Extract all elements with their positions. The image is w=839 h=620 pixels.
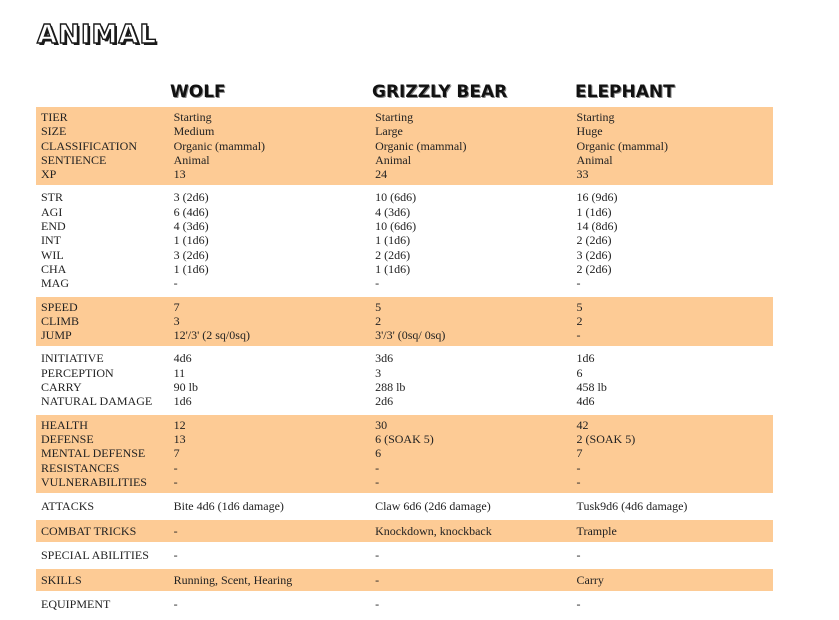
stat-label-defense: DEFENSE — [41, 431, 94, 446]
stat-value-wil: 3 (2d6) — [576, 247, 612, 262]
stat-value-carry: 458 lb — [576, 380, 607, 395]
stat-value-classification: Organic (mammal) — [173, 138, 266, 153]
stat-value-str: 16 (9d6) — [576, 190, 618, 205]
value-cell-elephant — [577, 593, 773, 616]
stat-value-equipment: - — [173, 597, 178, 612]
column-header-grizzly-bear: GRIZZLY BEAR — [372, 82, 508, 102]
stat-value-climb: 2 — [576, 313, 583, 328]
stat-value-tier: Starting — [576, 110, 615, 124]
stat-label-speed: SPEED — [41, 299, 78, 314]
value-cell-grizzly-bear — [375, 107, 576, 185]
stat-value-defense: 2 (SOAK 5) — [576, 431, 636, 446]
stat-label-sentience: SENTIENCE — [41, 152, 107, 167]
value-cell-grizzly-bear — [375, 495, 576, 518]
value-cell-wolf — [174, 520, 375, 543]
stat-block-initiative — [36, 348, 773, 412]
stat-value-sentience: Animal — [576, 152, 613, 167]
stat-label-climb: CLIMB — [41, 313, 80, 328]
stat-value-combat-tricks: - — [173, 523, 178, 538]
stat-block-str — [36, 187, 773, 294]
stat-value-initiative: 3d6 — [375, 351, 394, 366]
stat-value-speed: 5 — [375, 299, 382, 314]
stat-value-xp: 13 — [173, 167, 186, 182]
stat-label-combat-tricks: COMBAT TRICKS — [41, 523, 137, 538]
stat-value-jump: 12'/3' (2 sq/0sq) — [173, 328, 250, 343]
stat-label-health: HEALTH — [41, 417, 88, 432]
value-cell-elephant — [577, 348, 773, 412]
stat-value-climb: 2 — [375, 313, 382, 328]
stat-value-equipment: - — [576, 597, 581, 612]
value-cell-grizzly-bear — [375, 415, 576, 493]
stat-value-sentience: Animal — [173, 152, 210, 167]
column-header-elephant: ELEPHANT — [575, 82, 675, 102]
stat-value-str: 3 (2d6) — [173, 190, 209, 205]
stat-block-tier — [36, 107, 773, 185]
stat-value-end: 10 (6d6) — [375, 219, 417, 234]
stat-label-mental-defense: MENTAL DEFENSE — [41, 446, 146, 461]
stat-label-cha: CHA — [41, 261, 67, 276]
stat-block-special-abilities — [36, 544, 773, 567]
stat-value-carry: 90 lb — [173, 380, 198, 395]
stat-value-combat-tricks: Knockdown, knockback — [375, 523, 492, 538]
stat-value-climb: 3 — [173, 313, 180, 328]
stat-value-int: 1 (1d6) — [173, 233, 209, 248]
stat-value-combat-tricks: Trample — [576, 523, 617, 538]
stat-value-cha: 1 (1d6) — [375, 261, 411, 276]
stat-value-equipment: - — [375, 597, 380, 612]
value-cell-grizzly-bear — [375, 297, 576, 347]
stat-value-defense: 13 — [173, 431, 186, 446]
stat-value-speed: 7 — [173, 299, 180, 314]
stat-value-size: Large — [375, 124, 403, 139]
stat-value-str: 10 (6d6) — [375, 190, 417, 205]
stat-value-agi: 1 (1d6) — [576, 204, 612, 219]
stat-label-classification: CLASSIFICATION — [41, 138, 138, 153]
stat-value-special-abilities: - — [173, 548, 178, 563]
value-cell-grizzly-bear — [375, 348, 576, 412]
stat-value-skills: - — [375, 572, 380, 587]
stat-label-end: END — [41, 219, 66, 234]
stat-value-size: Medium — [173, 124, 215, 139]
stat-value-natural-damage: 1d6 — [173, 394, 192, 409]
label-cell — [36, 569, 174, 592]
stat-label-mag: MAG — [41, 276, 70, 291]
stat-label-special-abilities: SPECIAL ABILITIES — [41, 548, 149, 563]
stat-label-str: STR — [41, 190, 64, 205]
stat-value-mag: - — [576, 276, 581, 291]
value-cell-wolf — [174, 187, 375, 294]
stat-label-carry: CARRY — [41, 380, 82, 395]
stat-value-defense: 6 (SOAK 5) — [375, 431, 434, 446]
stat-label-resistances: RESISTANCES — [41, 460, 120, 475]
stat-value-resistances: - — [173, 460, 178, 475]
label-cell — [36, 348, 174, 412]
stat-value-health: 12 — [173, 417, 186, 432]
value-cell-wolf — [174, 415, 375, 493]
stat-block-equipment — [36, 593, 773, 616]
stat-value-vulnerabilities: - — [375, 474, 380, 489]
stat-label-xp: XP — [41, 167, 57, 182]
page-title: ANIMAL — [37, 20, 158, 50]
stat-value-resistances: - — [375, 460, 380, 475]
stat-value-end: 14 (8d6) — [576, 219, 618, 234]
value-cell-grizzly-bear — [375, 593, 576, 616]
value-cell-grizzly-bear — [375, 520, 576, 543]
stat-value-classification: Organic (mammal) — [576, 138, 668, 153]
label-cell — [36, 297, 174, 347]
value-cell-elephant — [577, 297, 773, 347]
stat-value-perception: 6 — [576, 365, 583, 380]
value-cell-wolf — [174, 495, 375, 518]
stat-value-classification: Organic (mammal) — [375, 138, 467, 153]
stat-value-agi: 4 (3d6) — [375, 204, 411, 219]
stat-value-wil: 2 (2d6) — [375, 247, 411, 262]
stat-block-speed — [36, 297, 773, 347]
value-cell-elephant — [577, 495, 773, 518]
stat-value-initiative: 1d6 — [576, 351, 595, 366]
stat-value-tier: Starting — [375, 110, 414, 124]
stat-label-wil: WIL — [41, 247, 64, 262]
stat-value-mental-defense: 7 — [173, 446, 180, 461]
value-cell-elephant — [577, 415, 773, 493]
stat-value-skills: Running, Scent, Hearing — [173, 572, 293, 587]
stat-value-special-abilities: - — [375, 548, 380, 563]
value-cell-grizzly-bear — [375, 569, 576, 592]
value-cell-elephant — [577, 544, 773, 567]
stat-label-equipment: EQUIPMENT — [41, 597, 111, 612]
value-cell-elephant — [577, 187, 773, 294]
stat-value-speed: 5 — [576, 299, 583, 314]
stat-label-vulnerabilities: VULNERABILITIES — [41, 474, 147, 489]
stat-value-int: 2 (2d6) — [576, 233, 612, 248]
stat-label-skills: SKILLS — [41, 572, 82, 587]
stat-label-natural-damage: NATURAL DAMAGE — [41, 394, 153, 409]
stat-value-vulnerabilities: - — [576, 474, 581, 489]
value-cell-wolf — [174, 107, 375, 185]
stat-value-health: 42 — [576, 417, 589, 432]
stat-table — [36, 107, 773, 616]
stat-value-perception: 3 — [375, 365, 382, 380]
stat-value-skills: Carry — [576, 572, 604, 587]
stat-value-initiative: 4d6 — [173, 351, 192, 366]
value-cell-grizzly-bear — [375, 187, 576, 294]
value-cell-elephant — [577, 520, 773, 543]
stat-value-mental-defense: 7 — [576, 446, 583, 461]
value-cell-elephant — [577, 107, 773, 185]
stat-label-attacks: ATTACKS — [41, 499, 95, 514]
stat-value-tier: Starting — [173, 110, 212, 124]
stat-value-perception: 11 — [173, 365, 186, 380]
stat-value-sentience: Animal — [375, 152, 412, 167]
stat-value-xp: 33 — [576, 167, 589, 182]
stat-value-end: 4 (3d6) — [173, 219, 209, 234]
stat-label-tier: TIER — [41, 110, 68, 124]
stat-value-agi: 6 (4d6) — [173, 204, 209, 219]
label-cell — [36, 187, 174, 294]
stat-block-skills — [36, 569, 773, 592]
stat-value-natural-damage: 2d6 — [375, 394, 394, 409]
label-cell — [36, 415, 174, 493]
value-cell-wolf — [174, 569, 375, 592]
label-cell — [36, 593, 174, 616]
stat-value-wil: 3 (2d6) — [173, 247, 209, 262]
stat-value-carry: 288 lb — [375, 380, 406, 395]
stat-label-agi: AGI — [41, 204, 63, 219]
stat-value-cha: 2 (2d6) — [576, 261, 612, 276]
stat-label-initiative: INITIATIVE — [41, 351, 104, 366]
stat-value-cha: 1 (1d6) — [173, 261, 209, 276]
stat-block-health — [36, 415, 773, 493]
stat-value-size: Huge — [576, 124, 603, 139]
stat-value-attacks: Bite 4d6 (1d6 damage) — [173, 499, 284, 514]
stat-label-jump: JUMP — [41, 328, 72, 343]
value-cell-wolf — [174, 544, 375, 567]
value-cell-grizzly-bear — [375, 544, 576, 567]
stat-block-combat-tricks — [36, 520, 773, 543]
column-header-wolf: WOLF — [170, 82, 226, 102]
stat-value-int: 1 (1d6) — [375, 233, 411, 248]
stat-value-resistances: - — [576, 460, 581, 475]
stat-block-attacks — [36, 495, 773, 518]
value-cell-wolf — [174, 593, 375, 616]
stat-value-special-abilities: - — [576, 548, 581, 563]
value-cell-elephant — [577, 569, 773, 592]
stat-value-natural-damage: 4d6 — [576, 394, 595, 409]
value-cell-wolf — [174, 297, 375, 347]
label-cell — [36, 107, 174, 185]
stat-value-jump: 3'/3' (0sq/ 0sq) — [375, 328, 446, 343]
stat-value-mag: - — [375, 276, 380, 291]
label-cell — [36, 495, 174, 518]
stat-value-mental-defense: 6 — [375, 446, 382, 461]
stat-value-jump: - — [576, 328, 581, 343]
stat-label-size: SIZE — [41, 124, 67, 139]
stat-label-perception: PERCEPTION — [41, 365, 114, 380]
label-cell — [36, 544, 174, 567]
stat-value-health: 30 — [375, 417, 388, 432]
stat-label-int: INT — [41, 233, 61, 248]
stat-value-vulnerabilities: - — [173, 474, 178, 489]
stat-value-attacks: Tusk9d6 (4d6 damage) — [576, 499, 688, 514]
label-cell — [36, 520, 174, 543]
stat-value-attacks: Claw 6d6 (2d6 damage) — [375, 499, 491, 514]
stat-value-xp: 24 — [375, 167, 388, 182]
stat-value-mag: - — [173, 276, 178, 291]
value-cell-wolf — [174, 348, 375, 412]
